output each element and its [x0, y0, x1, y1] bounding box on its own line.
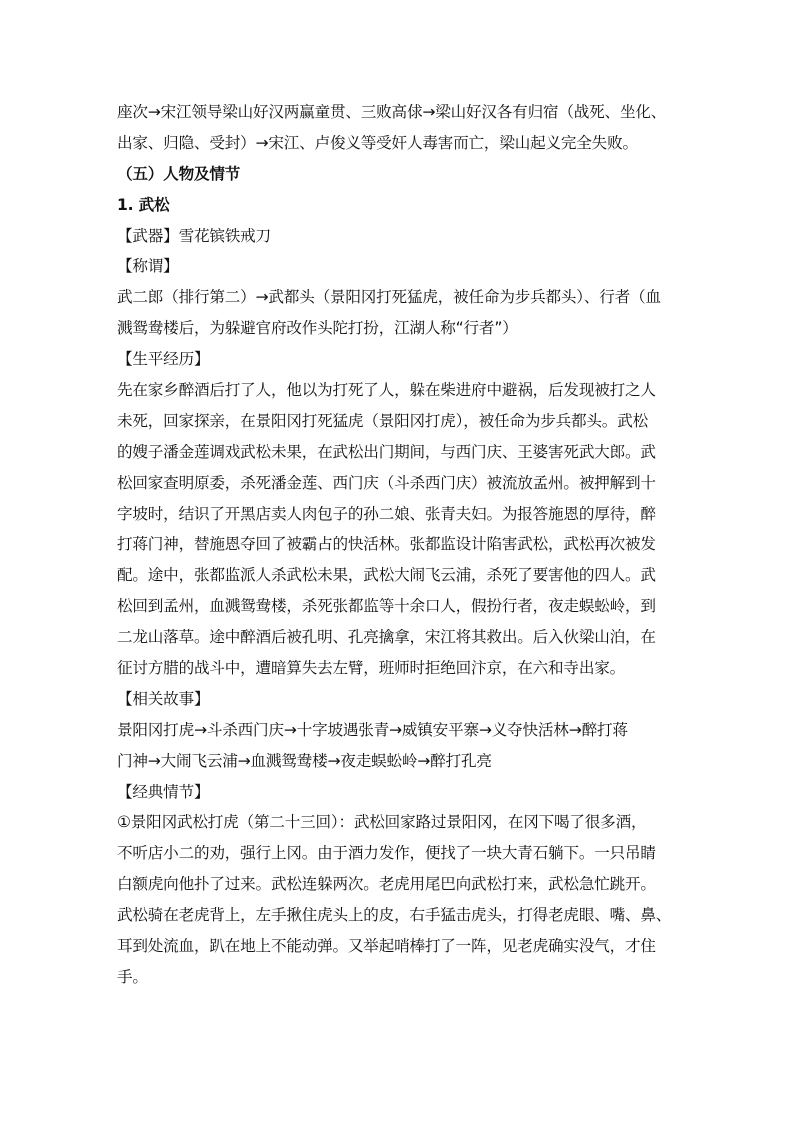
text-line: 字坡时，结识了开黑店卖人肉包子的孙二娘、张青夫妇。为报答施恩的厚待，醉: [117, 504, 656, 523]
text-line: 先在家乡醉酒后打了人，他以为打死了人，躲在柴进府中避祸，后发现被打之人: [117, 381, 656, 400]
text-line: 的嫂子潘金莲调戏武松未果，在武松出门期间，与西门庆、王婆害死武大郎。武: [117, 442, 656, 461]
text-line: 武二郎（排行第二）→武都头（景阳冈打死猛虎，被任命为步兵都头）、行者（血: [117, 288, 661, 307]
related-stories-label: 【相关故事】: [117, 689, 210, 708]
text-line: 征讨方腊的战斗中，遭暗算失去左臂，班师时拒绝回汴京，在六和寺出家。: [117, 659, 625, 678]
text-line: 武松骑在老虎背上，左手揪住虎头上的皮，右手猛击虎头，打得老虎眼、嘴、鼻、: [117, 906, 672, 925]
subsection-heading: 1. 武松: [117, 195, 170, 214]
text-line: 景阳冈打虎→斗杀西门庆→十字坡遇张青→威镇安平寨→义夺快活林→醉打蒋: [117, 720, 628, 739]
text-line: 配。途中，张都监派人杀武松未果，武松大闹飞云浦，杀死了要害他的四人。武: [117, 566, 656, 585]
classic-plot-label: 【经典情节】: [117, 782, 210, 801]
text-line: 溅鸳鸯楼后，为躲避官府改作头陀打扮，江湖人称“行者”）: [117, 319, 518, 338]
text-line: ①景阳冈武松打虎（第二十三回）：武松回家路过景阳冈，在冈下喝了很多酒，: [117, 813, 647, 832]
text-line: 打蒋门神，替施恩夺回了被霸占的快活林。张都监设计陷害武松，武松再次被发: [117, 535, 656, 554]
text-line: 耳到处流血，趴在地上不能动弹。又举起哨棒打了一阵，见老虎确实没气，才住: [117, 937, 656, 956]
text-line: 松回到孟州，血溅鸳鸯楼，杀死张都监等十余口人，假扮行者，夜走蜈蚣岭，到: [117, 597, 656, 616]
biography-label: 【生平经历】: [117, 350, 210, 369]
text-line: 不听店小二的劝，强行上冈。由于酒力发作，便找了一块大青石躺下。一只吊睛: [117, 844, 656, 863]
text-line: 白额虎向他扑了过来。武松连躲两次。老虎用尾巴向武松打来，武松急忙跳开。: [117, 875, 656, 894]
text-line: 松回家查明原委，杀死潘金莲、西门庆（斗杀西门庆）被流放孟州。被押解到十: [117, 473, 656, 492]
text-line: 座次→宋江领导梁山好汉两赢童贯、三败高俅→梁山好汉各有归宿（战死、坐化、: [117, 103, 667, 121]
text-line: 未死，回家探亲，在景阳冈打死猛虎（景阳冈打虎），被任命为步兵都头。武松: [117, 411, 648, 430]
text-line: 二龙山落草。途中醉酒后被孔明、孔亮擒拿，宋江将其救出。后入伙梁山泊，在: [117, 628, 656, 647]
document-page: [117, 97, 679, 993]
weapon-line: 【武器】雪花镔铁戒刀: [117, 226, 271, 245]
text-line: 出家、归隐、受封）→宋江、卢俊义等受奸人毒害而亡，梁山起义完全失败。: [117, 133, 638, 152]
text-line: 手。: [117, 967, 148, 986]
section-heading: （五）人物及情节: [117, 164, 241, 183]
text-line: 门神→大闹飞云浦→血溅鸳鸯楼→夜走蜈蚣岭→醉打孔亮: [117, 751, 492, 770]
title-label: 【称谓】: [117, 257, 179, 276]
